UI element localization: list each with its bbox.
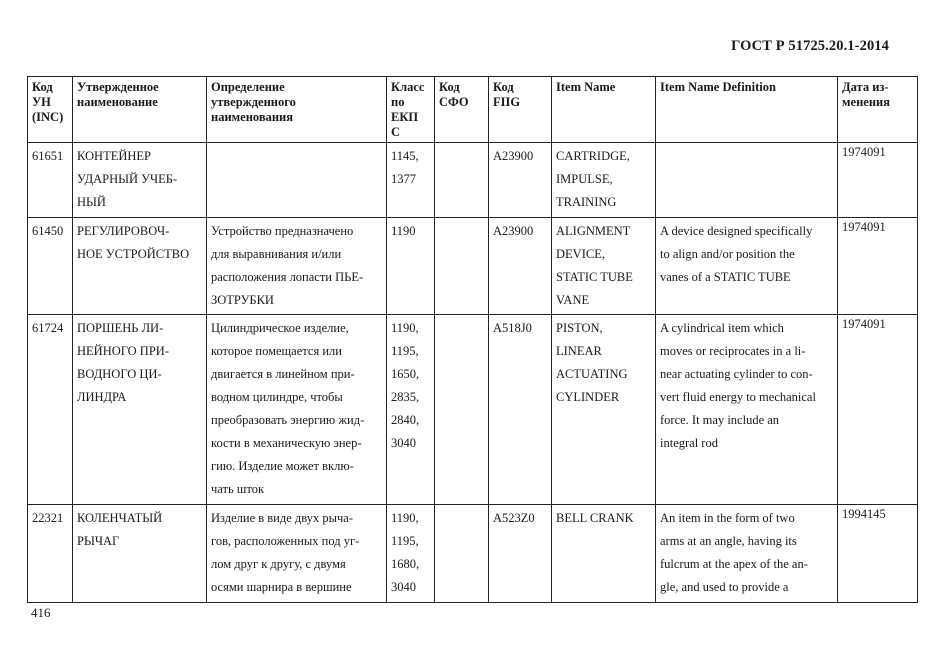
cell-fiig-value: A518J0 — [493, 321, 532, 335]
header-line: ЕКП — [391, 110, 419, 124]
cell-change-date-value: 1974091 — [842, 220, 886, 234]
cell-definition-line: лом друг к другу, с двумя — [211, 557, 346, 571]
header-line: Утвержденное — [77, 80, 159, 94]
header-line: утвержденного — [211, 95, 296, 109]
cell-code-value: 61651 — [32, 149, 64, 163]
cell-item-name — [552, 505, 656, 603]
cell-item-name-line: VANE — [556, 293, 590, 307]
cell-fiig-value: A23900 — [493, 224, 534, 238]
cell-definition-line: водном цилиндре, чтобы — [211, 390, 343, 404]
header-line: СФО — [439, 95, 469, 109]
cell-change-date — [838, 315, 918, 505]
cell-class — [387, 315, 435, 505]
header-line: Класс — [391, 80, 425, 94]
cell-class — [387, 505, 435, 603]
cell-item-definition-line: integral rod — [660, 436, 718, 450]
cell-fiig — [489, 143, 552, 218]
cell-item-name — [552, 315, 656, 505]
table-row — [28, 505, 918, 603]
header-sfo — [435, 77, 489, 143]
cell-item-definition-line: near actuating cylinder to con- — [660, 367, 813, 381]
cell-class-line: 1190, — [391, 321, 419, 335]
cell-definition-line: двигается в линейном при- — [211, 367, 355, 381]
cell-class — [387, 143, 435, 218]
cell-class-line: 1190 — [391, 224, 416, 238]
header-line: (INC) — [32, 110, 64, 124]
cell-class-line: 1195, — [391, 534, 419, 548]
cell-approved-name-line: КОНТЕЙНЕР — [77, 149, 151, 163]
header-class — [387, 77, 435, 143]
cell-code-value: 22321 — [32, 511, 64, 525]
cell-change-date — [838, 218, 918, 315]
header-code-un — [28, 77, 73, 143]
cell-class-line: 1680, — [391, 557, 420, 571]
cell-approved-name-line: НЕЙНОГО ПРИ- — [77, 344, 169, 358]
cell-change-date-value: 1974091 — [842, 317, 886, 331]
cell-item-name-line: PISTON, — [556, 321, 603, 335]
cell-definition-line: ЗОТРУБКИ — [211, 293, 274, 307]
cell-approved-name — [73, 505, 207, 603]
table-row — [28, 315, 918, 505]
cell-change-date — [838, 143, 918, 218]
cell-class-line: 3040 — [391, 436, 416, 450]
cell-item-definition-line: force. It may include an — [660, 413, 780, 427]
cell-class-line: 3040 — [391, 580, 416, 594]
cell-sfo — [435, 143, 489, 218]
header-change-date — [838, 77, 918, 143]
cell-item-definition-line: vanes of a STATIC TUBE — [660, 270, 791, 284]
cell-fiig — [489, 315, 552, 505]
cell-class-line: 2840, — [391, 413, 420, 427]
header-fiig — [489, 77, 552, 143]
cell-class-line: 1377 — [391, 172, 416, 186]
cell-item-definition — [656, 315, 838, 505]
cell-approved-name-line: КОЛЕНЧАТЫЙ — [77, 511, 163, 525]
cell-item-definition — [656, 218, 838, 315]
cell-definition-line: гию. Изделие может вклю- — [211, 459, 354, 473]
cell-approved-name-line: РЕГУЛИРОВОЧ- — [77, 224, 170, 238]
cell-item-name-line: LINEAR — [556, 344, 602, 358]
header-line: по — [391, 95, 405, 109]
cell-item-definition — [656, 143, 838, 218]
cell-approved-name-line: НЫЙ — [77, 195, 106, 209]
cell-definition-line: кости в механическую энер- — [211, 436, 362, 450]
cell-class-line: 1650, — [391, 367, 420, 381]
cell-fiig — [489, 218, 552, 315]
cell-definition-line: преобразовать энергию жид- — [211, 413, 365, 427]
cell-item-name-line: DEVICE, — [556, 247, 605, 261]
header-line: FIIG — [493, 95, 521, 109]
cell-sfo — [435, 218, 489, 315]
page-number: 416 — [31, 605, 51, 620]
nomenclature-table — [27, 76, 918, 603]
cell-definition-line: Цилиндрическое изделие, — [211, 321, 349, 335]
cell-definition-line: для выравнивания и/или — [211, 247, 342, 261]
header-line: Item Name — [556, 80, 616, 94]
cell-change-date-value: 1974091 — [842, 145, 886, 159]
cell-item-name-line: STATIC TUBE — [556, 270, 633, 284]
header-line: Код — [439, 80, 460, 94]
header-item-definition — [656, 77, 838, 143]
cell-class-line: 1190, — [391, 511, 419, 525]
cell-definition-line: которое помещается или — [211, 344, 342, 358]
header-line: С — [391, 125, 401, 139]
table-header-row — [28, 77, 918, 143]
cell-definition-line: гов, расположенных под уг- — [211, 534, 360, 548]
table-body — [28, 143, 918, 603]
header-approved-name — [73, 77, 207, 143]
header-line: Item Name Definition — [660, 80, 776, 94]
cell-class — [387, 218, 435, 315]
cell-definition — [207, 218, 387, 315]
header-line: Дата из- — [842, 80, 889, 94]
header-line: Определение — [211, 80, 285, 94]
cell-approved-name — [73, 143, 207, 218]
cell-item-name-line: CARTRIDGE, — [556, 149, 630, 163]
cell-definition-line: чать шток — [211, 482, 265, 496]
cell-item-definition — [656, 505, 838, 603]
cell-item-definition-line: gle, and used to provide a — [660, 580, 789, 594]
cell-class-line: 1145, — [391, 149, 419, 163]
cell-item-definition-line: arms at an angle, having its — [660, 534, 797, 548]
cell-approved-name-line: РЫЧАГ — [77, 534, 120, 548]
cell-class-line: 2835, — [391, 390, 420, 404]
header-line: Код — [493, 80, 514, 94]
cell-approved-name — [73, 315, 207, 505]
cell-approved-name-line: НОЕ УСТРОЙСТВО — [77, 247, 190, 261]
cell-fiig-value: A23900 — [493, 149, 534, 163]
cell-code-value: 61450 — [32, 224, 64, 238]
cell-approved-name-line: ВОДНОГО ЦИ- — [77, 367, 162, 381]
cell-item-definition-line: A cylindrical item which — [660, 321, 784, 335]
cell-code-value: 61724 — [32, 321, 64, 335]
cell-item-name-line: IMPULSE, — [556, 172, 613, 186]
cell-approved-name-line: ЛИНДРА — [77, 390, 127, 404]
cell-change-date-value: 1994145 — [842, 507, 886, 521]
cell-item-definition-line: to align and/or position the — [660, 247, 795, 261]
cell-item-definition-line: A device designed specifically — [660, 224, 813, 238]
cell-change-date — [838, 505, 918, 603]
cell-item-definition-line: moves or reciprocates in a li- — [660, 344, 806, 358]
cell-item-definition-line: vert fluid energy to mechanical — [660, 390, 816, 404]
cell-definition — [207, 315, 387, 505]
cell-code — [28, 218, 73, 315]
cell-item-name — [552, 143, 656, 218]
cell-approved-name — [73, 218, 207, 315]
cell-approved-name-line: ПОРШЕНЬ ЛИ- — [77, 321, 164, 335]
header-line: Код — [32, 80, 53, 94]
cell-item-definition-line: fulcrum at the apex of the an- — [660, 557, 808, 571]
header-line: наименования — [211, 110, 294, 124]
cell-sfo — [435, 505, 489, 603]
cell-definition — [207, 143, 387, 218]
cell-code — [28, 315, 73, 505]
cell-definition-line: расположения лопасти ПЬЕ- — [211, 270, 364, 284]
cell-fiig — [489, 505, 552, 603]
cell-definition-line: Устройство предназначено — [211, 224, 354, 238]
cell-item-name-line: ALIGNMENT — [556, 224, 631, 238]
header-line: УН — [32, 95, 51, 109]
cell-item-definition-line: An item in the form of two — [660, 511, 795, 525]
cell-class-line: 1195, — [391, 344, 419, 358]
document-code: ГОСТ Р 51725.20.1-2014 — [731, 38, 889, 54]
cell-approved-name-line: УДАРНЫЙ УЧЕБ- — [77, 172, 178, 186]
cell-definition-line: Изделие в виде двух рыча- — [211, 511, 354, 525]
cell-code — [28, 143, 73, 218]
cell-definition-line: осями шарнира в вершине — [211, 580, 352, 594]
cell-definition — [207, 505, 387, 603]
header-line: наименование — [77, 95, 158, 109]
cell-item-name-line: BELL CRANK — [556, 511, 634, 525]
cell-code — [28, 505, 73, 603]
header-line: менения — [842, 95, 890, 109]
cell-item-name-line: CYLINDER — [556, 390, 620, 404]
cell-item-name-line: TRAINING — [556, 195, 617, 209]
cell-sfo — [435, 315, 489, 505]
header-definition — [207, 77, 387, 143]
table-row — [28, 218, 918, 315]
cell-fiig-value: A523Z0 — [493, 511, 535, 525]
table-row — [28, 143, 918, 218]
cell-item-name — [552, 218, 656, 315]
cell-item-name-line: ACTUATING — [556, 367, 628, 381]
header-item-name — [552, 77, 656, 143]
